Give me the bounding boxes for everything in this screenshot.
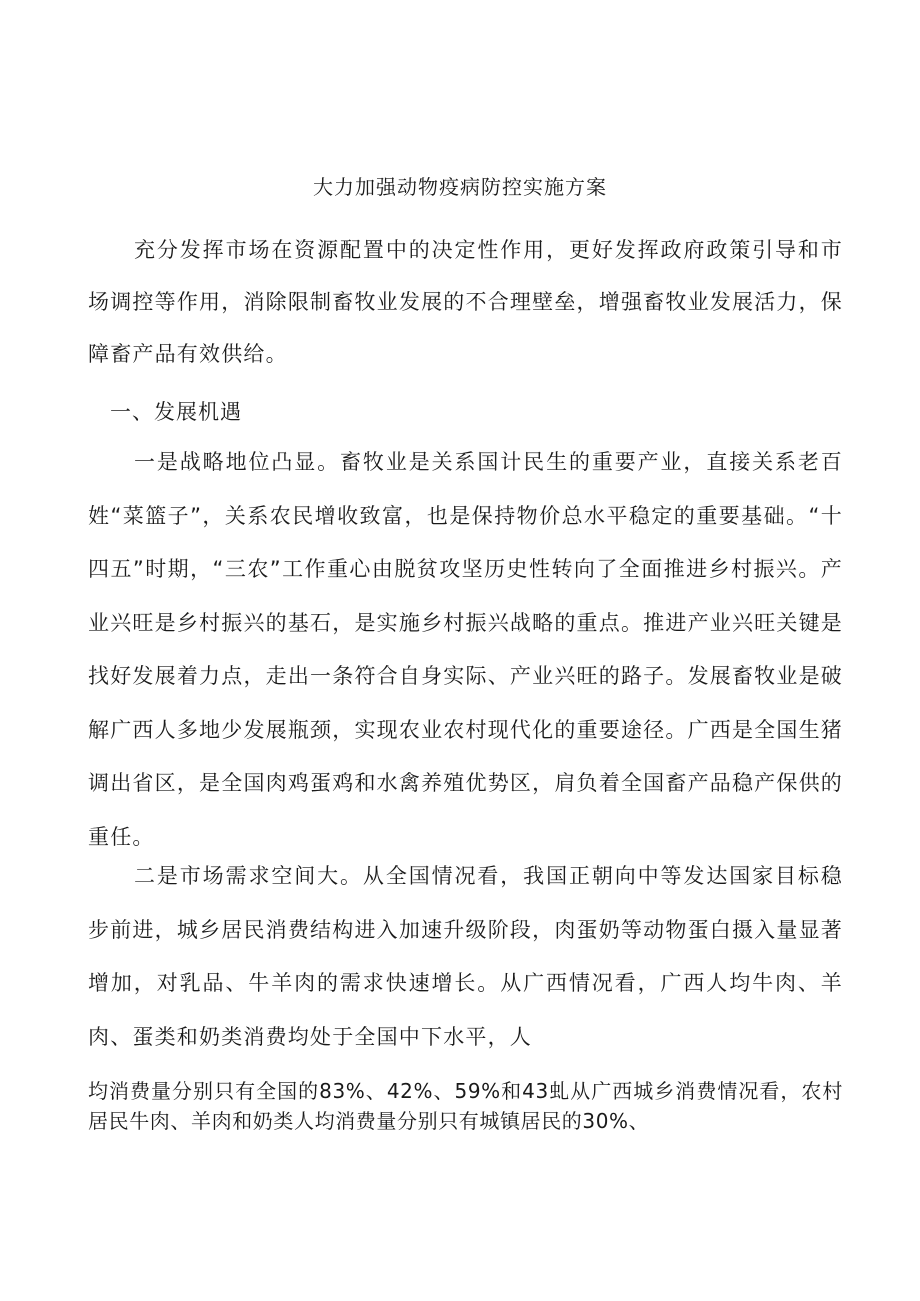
document-title: 大力加强动物疫病防控实施方案 [313, 175, 607, 199]
paragraph-market-demand: 二是市场需求空间大。从全国情况看，我国正朝向中等发达国家目标稳步前进，城乡居民消费结构进入加速升级阶段，肉蛋奶等动物蛋白摄入量显著增加，对乳品、牛羊肉的需求快速增长。从广西情况看，广西人均牛肉、羊肉、蛋类和奶类消费均处于全国中下水平，人 [88, 864, 843, 1049]
paragraph-consumption-stats: 均消费量分别只有全国的83%、42%、59%和43虬从广西城乡消费情况看，农村居民牛肉、羊肉和奶类人均消费量分别只有城镇居民的30%、 [88, 1079, 843, 1133]
paragraph-strategic-position: 一是战略地位凸显。畜牧业是关系国计民生的重要产业，直接关系老百姓“菜篮子”，关系农民增收致富，也是保持物价总水平稳定的重要基础。“十四五”时期，“三农”工作重心由脱贫攻坚历史性转向了全面推进乡村振兴。产业兴旺是乡村振兴的基石，是实施乡村振兴战略的重点。推进产业兴旺关键是找好发展着力点，走出一条符合自身实际、产业兴旺的路子。发展畜牧业是破解广西人多地少发展瓶颈，实现农业农村现代化的重要途径。广西是全国生猪调出省区，是全国肉鸡蛋鸡和水禽养殖优势区，肩负着全国畜产品稳产保供的重任。 [88, 450, 843, 849]
intro-paragraph: 充分发挥市场在资源配置中的决定性作用，更好发挥政府政策引导和市场调控等作用，消除限制畜牧业发展的不合理壁垒，增强畜牧业发展活力，保障畜产品有效供给。 [88, 238, 843, 366]
section-heading: 一、发展机遇 [110, 400, 242, 424]
